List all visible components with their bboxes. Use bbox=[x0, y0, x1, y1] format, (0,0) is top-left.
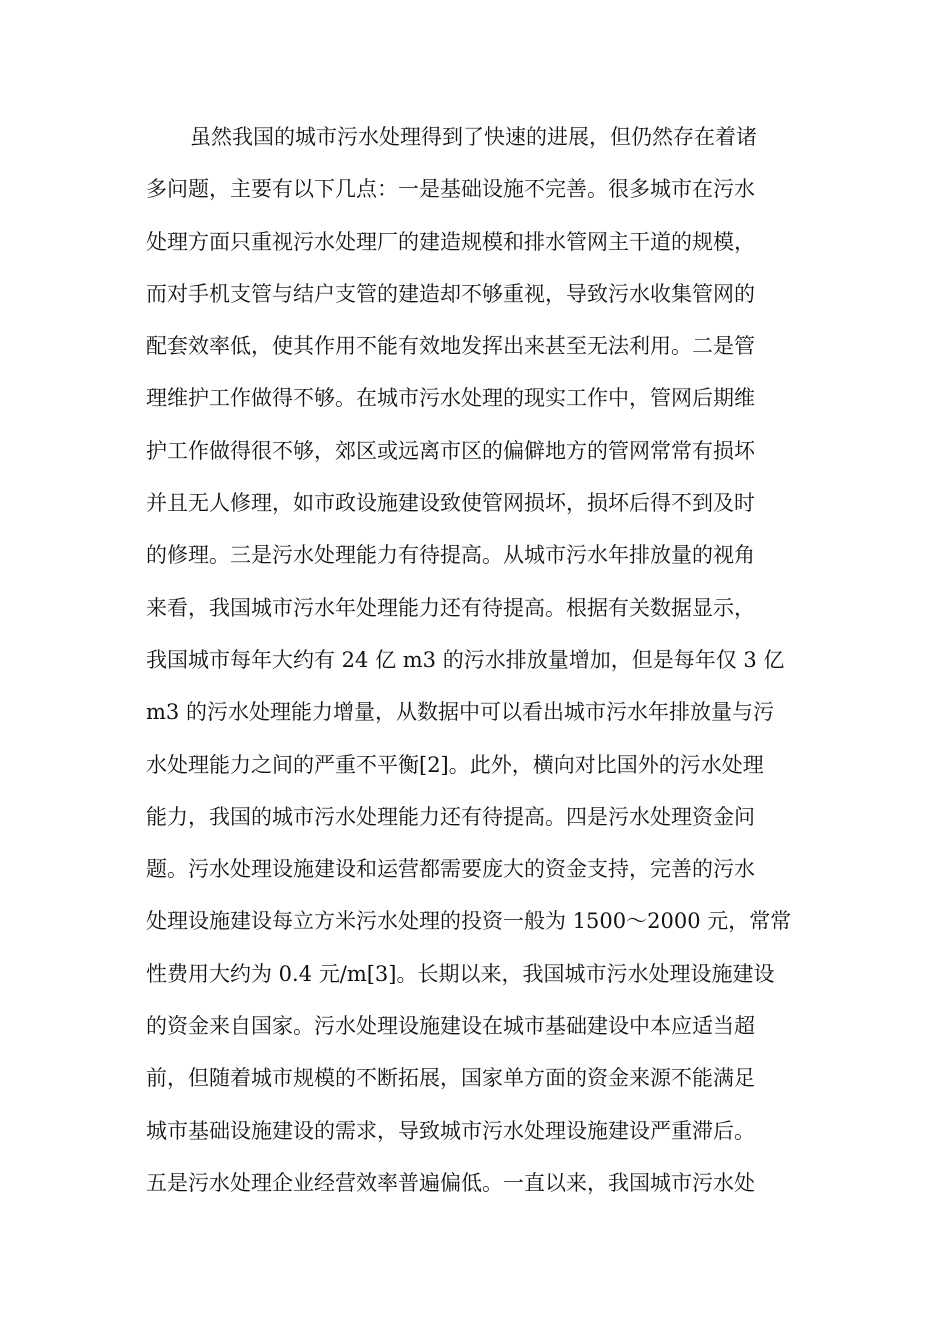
paragraph-line: 城市基础设施建设的需求，导致城市污水处理设施建设严重滞后。 bbox=[146, 1118, 755, 1143]
paragraph-line: 配套效率低，使其作用不能有效地发挥出来甚至无法利用。二是管 bbox=[146, 334, 755, 359]
paragraph-line: 水处理能力之间的严重不平衡[2]。此外，横向对比国外的污水处理 bbox=[146, 752, 764, 777]
paragraph-line: 处理设施建设每立方米污水处理的投资一般为 1500～2000 元，常常 bbox=[146, 909, 792, 934]
paragraph-line: 理维护工作做得不够。在城市污水处理的现实工作中，管网后期维 bbox=[146, 386, 755, 411]
paragraph-line: 而对手机支管与结户支管的建造却不够重视，导致污水收集管网的 bbox=[146, 281, 755, 306]
paragraph-line: 来看，我国城市污水年处理能力还有待提高。根据有关数据显示， bbox=[146, 595, 755, 620]
paragraph-line: 五是污水处理企业经营效率普遍偏低。一直以来，我国城市污水处 bbox=[146, 1170, 755, 1195]
paragraph-line: 能力，我国的城市污水处理能力还有待提高。四是污水处理资金问 bbox=[146, 804, 755, 829]
paragraph-line: 性费用大约为 0.4 元/m[3]。长期以来，我国城市污水处理设施建设 bbox=[146, 961, 775, 986]
paragraph-line: 虽然我国的城市污水处理得到了快速的进展，但仍然存在着诸 bbox=[190, 125, 757, 149]
body-paragraph bbox=[146, 117, 806, 1215]
paragraph-line: 我国城市每年大约有 24 亿 m3 的污水排放量增加，但是每年仅 3 亿 bbox=[146, 647, 785, 672]
paragraph-line: 护工作做得很不够，郊区或远离市区的偏僻地方的管网常常有损坏 bbox=[146, 438, 755, 463]
paragraph-line: 题。污水处理设施建设和运营都需要庞大的资金支持，完善的污水 bbox=[146, 857, 755, 882]
paragraph-line: 并且无人修理，如市政设施建设致使管网损坏，损坏后得不到及时 bbox=[146, 491, 755, 516]
paragraph-line: 的资金来自国家。污水处理设施建设在城市基础建设中本应适当超 bbox=[146, 1014, 755, 1039]
paragraph-line: 处理方面只重视污水处理厂的建造规模和排水管网主干道的规模， bbox=[146, 229, 755, 254]
paragraph-line: 前，但随着城市规模的不断拓展，国家单方面的资金来源不能满足 bbox=[146, 1066, 755, 1091]
paragraph-line: m3 的污水处理能力增量，从数据中可以看出城市污水年排放量与污 bbox=[146, 700, 774, 725]
paragraph-line: 多问题，主要有以下几点：一是基础设施不完善。很多城市在污水 bbox=[146, 177, 755, 202]
paragraph-line: 的修理。三是污水处理能力有待提高。从城市污水年排放量的视角 bbox=[146, 543, 755, 568]
